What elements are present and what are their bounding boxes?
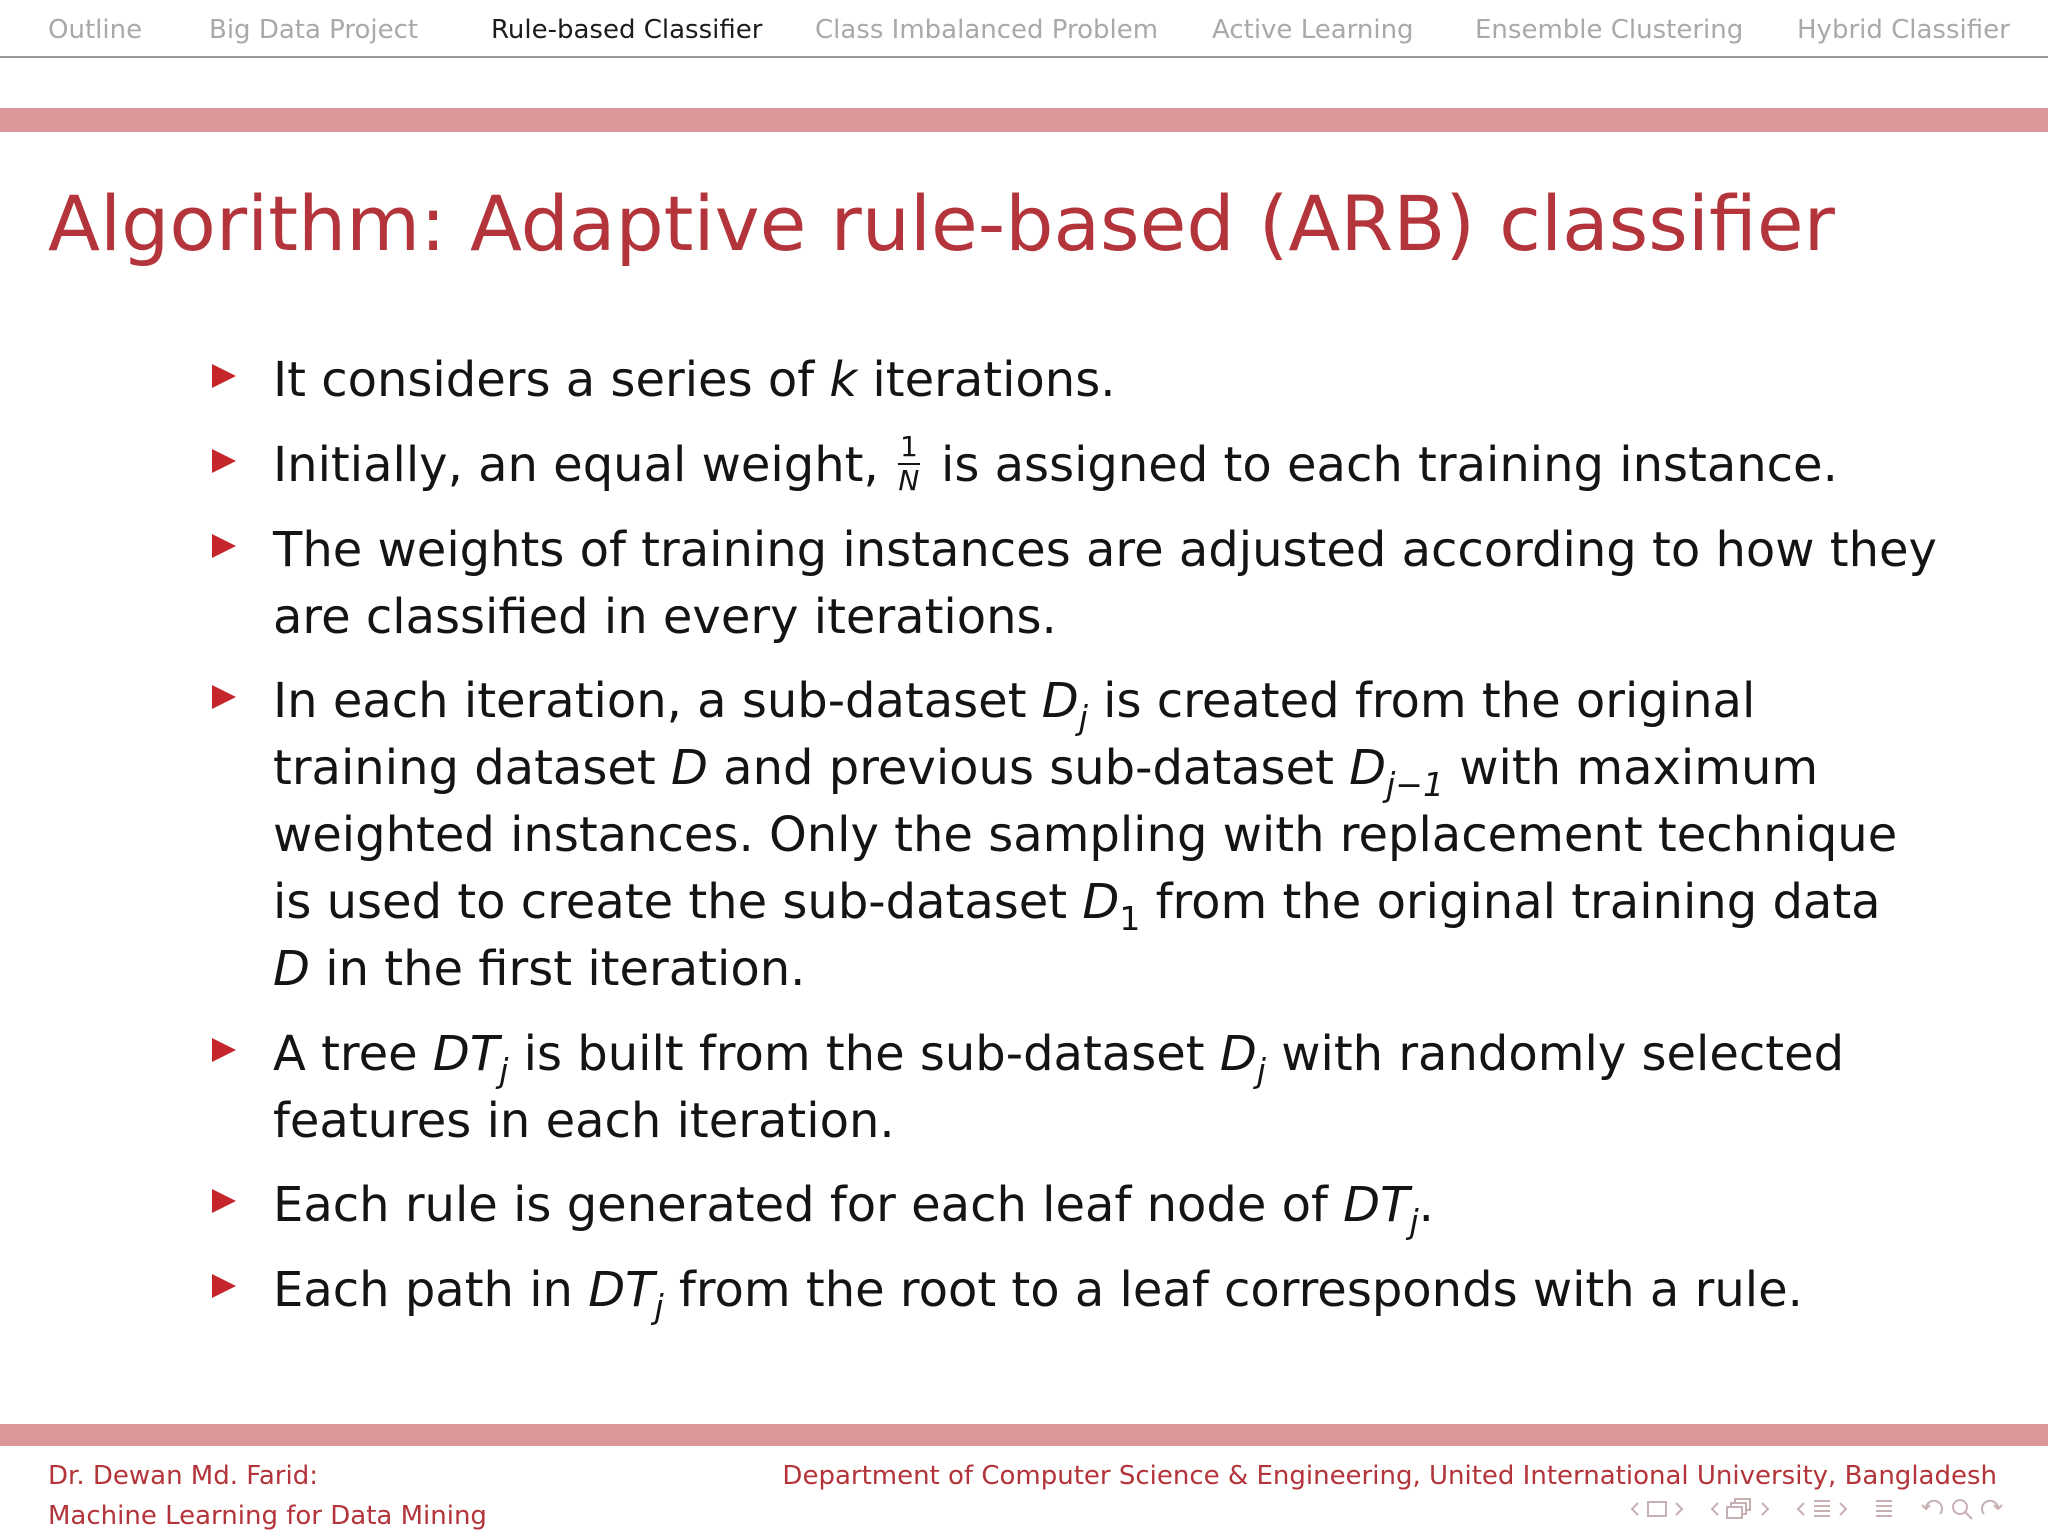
- math-k: k: [829, 352, 858, 408]
- math-dt: DT: [1343, 1177, 1410, 1233]
- text-run: In each iteration, a sub-dataset: [273, 673, 1042, 729]
- text-run: from the root to a leaf corresponds with a rule.: [663, 1262, 1803, 1318]
- math-d: D: [1219, 1026, 1257, 1082]
- math-subscript: j−1: [1386, 765, 1444, 804]
- math-dt: DT: [432, 1026, 500, 1082]
- slide-title: Algorithm: Adaptive rule-based (ARB) classifier: [48, 179, 1835, 268]
- bullet-triangle-icon: [212, 364, 236, 388]
- nav-item-ensemble-clustering[interactable]: Ensemble Clustering: [1475, 15, 1744, 45]
- math-d: D: [273, 941, 310, 997]
- subsection-icon[interactable]: [1726, 1496, 1754, 1522]
- beamer-navigation-controls: [1630, 1494, 2004, 1524]
- text-run: is built from the sub-dataset: [508, 1026, 1220, 1082]
- math-subscript: 1: [1119, 899, 1141, 938]
- bullet-line: [273, 671, 1756, 737]
- fraction-numerator: 1: [899, 430, 918, 463]
- text-run: is created from the original: [1087, 673, 1756, 729]
- section-icon[interactable]: [1812, 1496, 1832, 1522]
- footer-author: Dr. Dewan Md. Farid:: [48, 1461, 318, 1491]
- fraction-one-over-n: [898, 430, 920, 497]
- nav-item-class-imbalanced-problem[interactable]: Class Imbalanced Problem: [815, 15, 1159, 45]
- nav-item-rule-based-classifier[interactable]: Rule-based Classifier: [491, 15, 763, 45]
- bullet-triangle-icon: [212, 1189, 236, 1213]
- nav-item-outline[interactable]: Outline: [48, 15, 143, 45]
- nav-item-big-data-project[interactable]: Big Data Project: [209, 15, 419, 45]
- math-subscript: j: [1078, 698, 1088, 737]
- nav-item-active-learning[interactable]: Active Learning: [1212, 15, 1414, 45]
- math-d: D: [1349, 740, 1387, 796]
- bullet-line: features in each iteration.: [273, 1093, 895, 1149]
- footer-band: [0, 1424, 2048, 1446]
- bullet-line: [273, 430, 1838, 499]
- bullet-line: The weights of training instances are adjusted according to how they: [273, 522, 1937, 578]
- text-run: A tree: [273, 1026, 433, 1082]
- math-subscript: j: [499, 1051, 509, 1090]
- text-run: .: [1418, 1177, 1434, 1233]
- bullet-line: [273, 1175, 1434, 1241]
- frame-icon[interactable]: [1646, 1496, 1668, 1522]
- bullet-line: [273, 1024, 1845, 1090]
- bullet-line: weighted instances. Only the sampling with replacement technique: [273, 807, 1898, 863]
- text-run: from the original training data: [1140, 874, 1881, 930]
- prev-frame-arrow-icon[interactable]: [1630, 1496, 1640, 1522]
- footer-author-block: [48, 1456, 487, 1536]
- bullet-line: [273, 939, 805, 999]
- appendix-icon[interactable]: [1874, 1496, 1894, 1522]
- text-run: and previous sub-dataset: [707, 740, 1350, 796]
- next-section-arrow-icon[interactable]: [1838, 1496, 1848, 1522]
- bullet-line: [273, 350, 1115, 410]
- text-run: training dataset: [273, 740, 671, 796]
- bullet-triangle-icon: [212, 685, 236, 709]
- text-run: Initially, an equal weight,: [273, 437, 894, 493]
- prev-section-arrow-icon[interactable]: [1796, 1496, 1806, 1522]
- text-run: Each rule is generated for each leaf node of: [273, 1177, 1344, 1233]
- bullet-triangle-icon: [212, 534, 236, 558]
- bullet-triangle-icon: [212, 1274, 236, 1298]
- header-band: [0, 108, 2048, 132]
- search-icon[interactable]: [1950, 1496, 1974, 1522]
- text-run: is assigned to each training instance.: [925, 437, 1838, 493]
- text-run: with maximum: [1443, 740, 1819, 796]
- footer-affiliation: Department of Computer Science & Engineering, United International University, Bangladesh: [782, 1461, 1997, 1491]
- math-d: D: [1082, 874, 1120, 930]
- footer-course: Machine Learning for Data Mining: [48, 1501, 487, 1531]
- math-d: D: [1041, 673, 1079, 729]
- bullet-line: [273, 872, 1881, 938]
- math-d: D: [670, 740, 708, 796]
- math-subscript: j: [654, 1287, 664, 1326]
- text-run: in the first iteration.: [309, 941, 806, 997]
- text-run: iterations.: [857, 352, 1116, 408]
- fraction-denominator: N: [898, 464, 920, 497]
- bullet-line: are classified in every iterations.: [273, 589, 1057, 645]
- math-subscript: j: [1409, 1202, 1419, 1241]
- math-subscript: j: [1256, 1051, 1266, 1090]
- back-icon[interactable]: [1920, 1496, 1944, 1522]
- bullet-line: [273, 738, 1819, 804]
- bullet-triangle-icon: [212, 1038, 236, 1062]
- nav-item-hybrid-classifier[interactable]: Hybrid Classifier: [1797, 15, 2010, 45]
- text-run: Each path in: [273, 1262, 589, 1318]
- math-dt: DT: [588, 1262, 655, 1318]
- bullet-triangle-icon: [212, 449, 236, 473]
- prev-subsection-arrow-icon[interactable]: [1710, 1496, 1720, 1522]
- next-subsection-arrow-icon[interactable]: [1760, 1496, 1770, 1522]
- next-frame-arrow-icon[interactable]: [1674, 1496, 1684, 1522]
- text-run: with randomly selected: [1265, 1026, 1845, 1082]
- text-run: is used to create the sub-dataset: [273, 874, 1083, 930]
- text-run: It considers a series of: [273, 352, 830, 408]
- bullet-line: [273, 1260, 1803, 1326]
- section-navigation: [0, 0, 2048, 58]
- forward-icon[interactable]: [1980, 1496, 2004, 1522]
